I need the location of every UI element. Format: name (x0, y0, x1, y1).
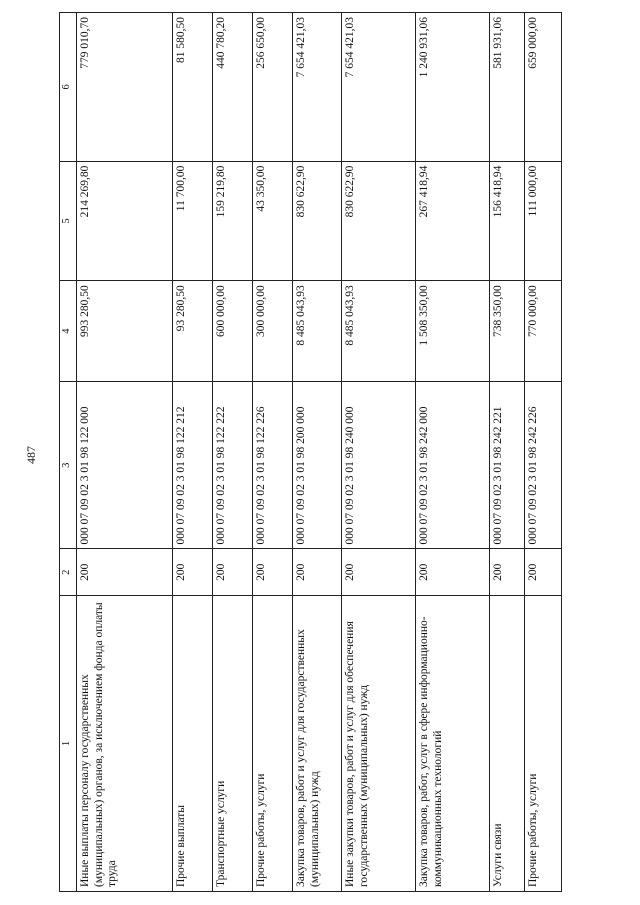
executed-amount-cell: 156 418,94 (490, 161, 525, 281)
table-row (173, 13, 213, 892)
executed-amount-cell: 267 418,94 (416, 161, 490, 281)
classification-code-cell: 000 07 09 02 3 01 98 122 000 (77, 381, 173, 548)
executed-amount-cell: 214 269,80 (77, 161, 173, 281)
indicator-name-cell: Прочие выплаты (173, 596, 213, 892)
remaining-amount-cell: 256 650,00 (253, 13, 293, 162)
line-code-cell: 200 (416, 549, 490, 596)
table-row (77, 13, 173, 892)
indicator-name-cell: Транспортные услуги (213, 596, 253, 892)
approved-amount-cell: 300 000,00 (253, 281, 293, 382)
header-cell: 5 (60, 161, 77, 281)
table-row (253, 13, 293, 892)
indicator-name-cell: Прочие работы, услуги (525, 596, 562, 892)
classification-code-cell: 000 07 09 02 3 01 98 122 226 (253, 381, 293, 548)
remaining-amount-cell: 779 010,70 (77, 13, 173, 162)
approved-amount-cell: 600 000,00 (213, 281, 253, 382)
classification-code-cell: 000 07 09 02 3 01 98 122 222 (213, 381, 253, 548)
remaining-amount-cell: 7 654 421,03 (342, 13, 416, 162)
header-cell: 4 (60, 281, 77, 382)
indicator-name-cell: Закупка товаров, работ, услуг в сфере информационно-коммуникационных технологий (416, 596, 490, 892)
executed-amount-cell: 830 622,90 (342, 161, 416, 281)
table-row (293, 13, 342, 892)
table-row (490, 13, 525, 892)
table-row (525, 13, 562, 892)
table-row (416, 13, 490, 892)
header-cell: 1 (60, 596, 77, 892)
indicator-name-cell: Иные выплаты персоналу государственных (муниципальных) органов, за исключением фонда оплаты труда (77, 596, 173, 892)
indicator-name-cell: Услуги связи (490, 596, 525, 892)
table-row (213, 13, 253, 892)
indicator-name-cell: Закупка товаров, работ и услуг для государственных (муниципальных) нужд (293, 596, 342, 892)
classification-code-cell: 000 07 09 02 3 01 98 240 000 (342, 381, 416, 548)
remaining-amount-cell: 581 931,06 (490, 13, 525, 162)
line-code-cell: 200 (525, 549, 562, 596)
line-code-cell: 200 (253, 549, 293, 596)
executed-amount-cell: 159 219,80 (213, 161, 253, 281)
page-number: 487 (24, 446, 38, 464)
line-code-cell: 200 (342, 549, 416, 596)
rotated-table-container (59, 12, 544, 892)
executed-amount-cell: 830 622,90 (293, 161, 342, 281)
indicator-name-cell: Иные закупки товаров, работ и услуг для обеспечения государственных (муниципальных) нужд (342, 596, 416, 892)
header-cell: 2 (60, 549, 77, 596)
approved-amount-cell: 8 485 043,93 (342, 281, 416, 382)
remaining-amount-cell: 1 240 931,06 (416, 13, 490, 162)
remaining-amount-cell: 440 780,20 (213, 13, 253, 162)
line-code-cell: 200 (173, 549, 213, 596)
executed-amount-cell: 11 700,00 (173, 161, 213, 281)
classification-code-cell: 000 07 09 02 3 01 98 242 226 (525, 381, 562, 548)
executed-amount-cell: 111 000,00 (525, 161, 562, 281)
classification-code-cell: 000 07 09 02 3 01 98 242 221 (490, 381, 525, 548)
approved-amount-cell: 8 485 043,93 (293, 281, 342, 382)
line-code-cell: 200 (293, 549, 342, 596)
remaining-amount-cell: 7 654 421,03 (293, 13, 342, 162)
approved-amount-cell: 1 508 350,00 (416, 281, 490, 382)
approved-amount-cell: 738 350,00 (490, 281, 525, 382)
remaining-amount-cell: 81 580,50 (173, 13, 213, 162)
line-code-cell: 200 (213, 549, 253, 596)
header-cell: 6 (60, 13, 77, 162)
indicator-name-cell: Прочие работы, услуги (253, 596, 293, 892)
line-code-cell: 200 (77, 549, 173, 596)
classification-code-cell: 000 07 09 02 3 01 98 200 000 (293, 381, 342, 548)
budget-table (59, 12, 562, 892)
table-row (342, 13, 416, 892)
header-row (60, 13, 77, 892)
classification-code-cell: 000 07 09 02 3 01 98 122 212 (173, 381, 213, 548)
remaining-amount-cell: 659 000,00 (525, 13, 562, 162)
approved-amount-cell: 770 000,00 (525, 281, 562, 382)
executed-amount-cell: 43 350,00 (253, 161, 293, 281)
header-cell: 3 (60, 381, 77, 548)
approved-amount-cell: 993 280,50 (77, 281, 173, 382)
classification-code-cell: 000 07 09 02 3 01 98 242 000 (416, 381, 490, 548)
line-code-cell: 200 (490, 549, 525, 596)
approved-amount-cell: 93 280,50 (173, 281, 213, 382)
